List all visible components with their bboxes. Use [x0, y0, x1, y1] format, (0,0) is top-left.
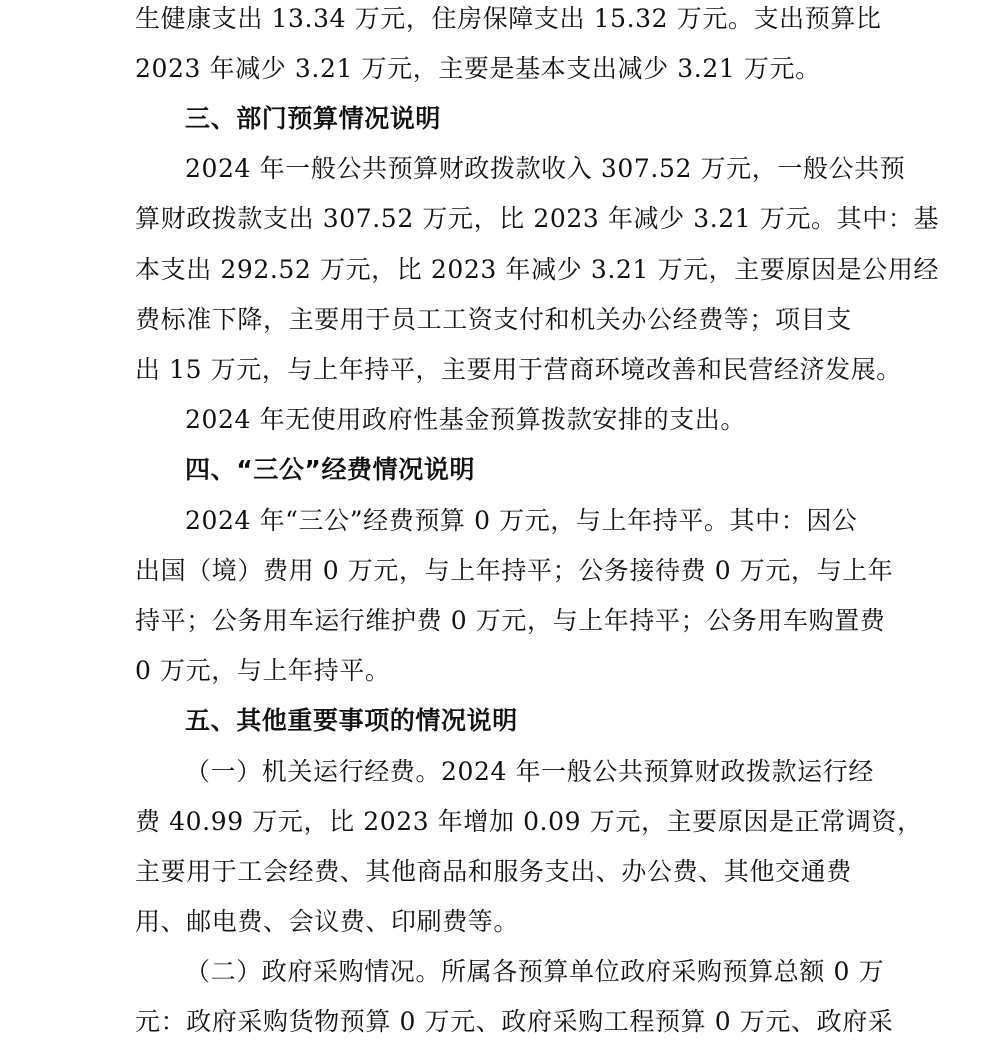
body-text-line: 主要用于工会经费、其他商品和服务支出、办公费、其他交通费 — [135, 857, 852, 886]
body-text-line: 持平；公务用车运行维护费 0 万元，与上年持平；公务用车购置费 — [135, 606, 886, 635]
body-text-line: 费标准下降，主要用于员工工资支付和机关办公经费等；项目支 — [135, 305, 852, 334]
body-text-line: 出国（境）费用 0 万元，与上年持平；公务接待费 0 万元，与上年 — [135, 556, 894, 585]
section-heading: 三、部门预算情况说明 — [185, 104, 442, 133]
body-text-line: （二）政府采购情况。所属各预算单位政府采购预算总额 0 万 — [185, 957, 885, 986]
section-heading: 五、其他重要事项的情况说明 — [185, 706, 518, 735]
body-text-line: 生健康支出 13.34 万元，住房保障支出 15.32 万元。支出预算比 — [135, 4, 882, 33]
section-heading: 四、“三公”经费情况说明 — [185, 455, 476, 484]
body-text-line: 0 万元，与上年持平。 — [135, 656, 391, 685]
body-text-line: 2024 年“三公”经费预算 0 万元，与上年持平。其中：因公 — [185, 506, 858, 535]
body-text-line: 2024 年一般公共预算财政拨款收入 307.52 万元，一般公共预 — [185, 154, 906, 183]
body-text-line: 2024 年无使用政府性基金预算拨款安排的支出。 — [185, 405, 746, 434]
body-text-line: 用、邮电费、会议费、印刷费等。 — [135, 907, 520, 936]
body-text-line: 2023 年减少 3.21 万元，主要是基本支出减少 3.21 万元。 — [135, 54, 821, 83]
body-text-line: （一）机关运行经费。2024 年一般公共预算财政拨款运行经 — [185, 757, 874, 786]
body-text-line: 费 40.99 万元，比 2023 年增加 0.09 万元，主要原因是正常调资， — [135, 807, 923, 836]
body-text-line: 出 15 万元，与上年持平，主要用于营商环境改善和民营经济发展。 — [135, 355, 902, 384]
body-text-line: 元：政府采购货物预算 0 万元、政府采购工程预算 0 万元、政府采 — [135, 1007, 894, 1036]
body-text-line: 本支出 292.52 万元，比 2023 年减少 3.21 万元，主要原因是公用经 — [135, 255, 940, 284]
body-text-line: 算财政拨款支出 307.52 万元，比 2023 年减少 3.21 万元。其中：基 — [135, 204, 940, 233]
